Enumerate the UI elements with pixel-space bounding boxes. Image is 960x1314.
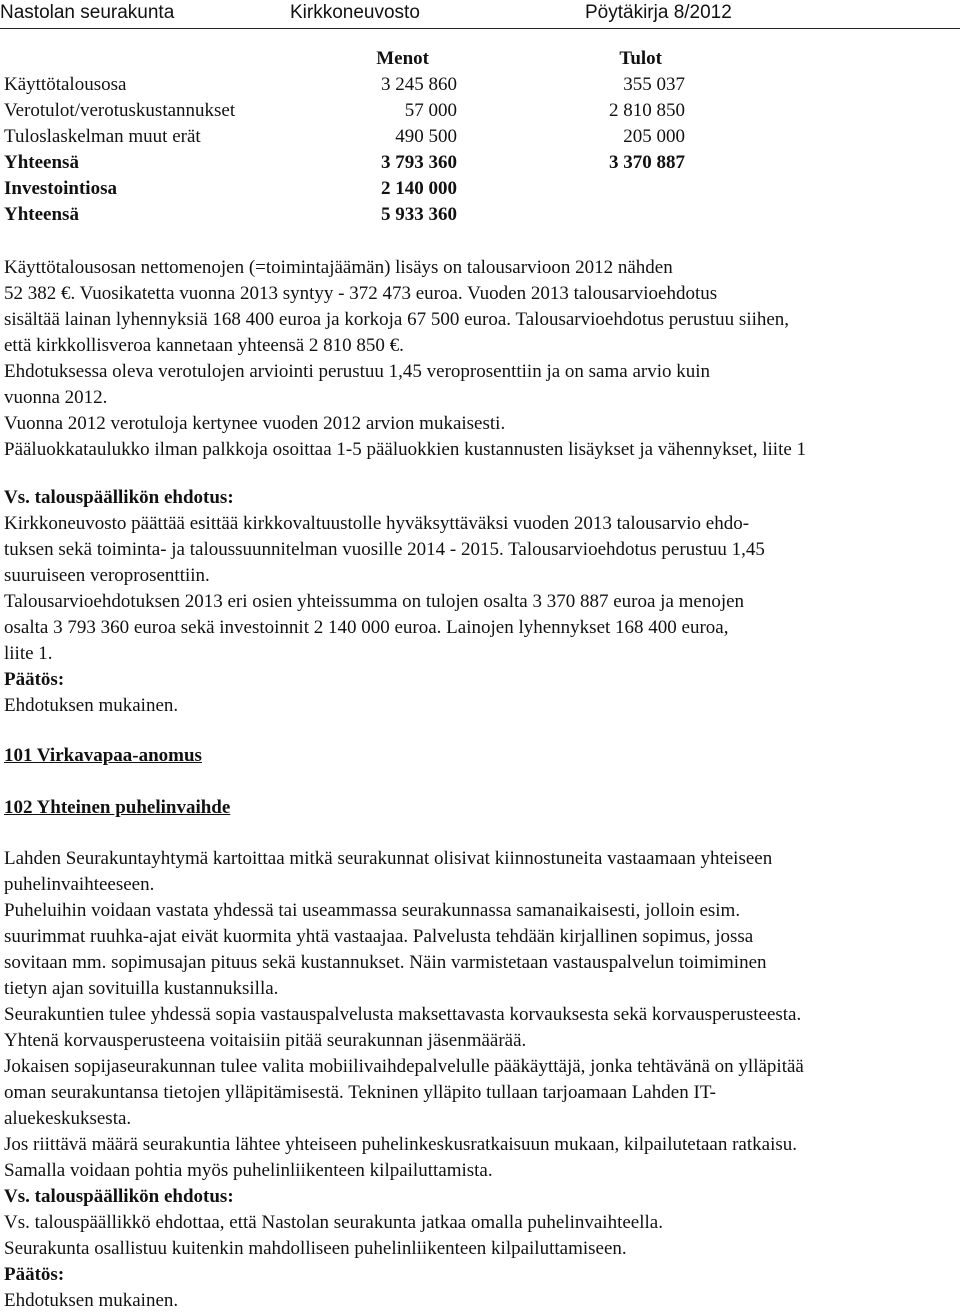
- text-line: Pääluokkataulukko ilman palkkoja osoittaa 1-5 pääluokkien kustannusten lisäykset ja vähennykset, liite 1: [4, 439, 807, 460]
- table-row-grand-total: [0, 204, 960, 230]
- header-organization: Nastolan seurakunta: [0, 2, 175, 23]
- text-line: että kirkkollisveroa kannetaan yhteensä 2 810 850 €.: [4, 335, 404, 356]
- column-header-menot: Menot: [376, 48, 429, 69]
- proposal-heading: Vs. talouspäällikön ehdotus:: [4, 1186, 234, 1207]
- text-line: Kirkkoneuvosto päättää esittää kirkkovaltuustolle hyväksyttäväksi vuoden 2013 talousarvio ehdo-: [4, 513, 750, 534]
- row-label: Investointiosa: [4, 178, 117, 199]
- text-line: Seurakuntien tulee yhdessä sopia vastauspalvelusta maksettavasta korvauksesta sekä korvausperusteesta.: [4, 1004, 802, 1025]
- text-line: Yhtenä korvausperusteena voitaisiin pitää seurakunnan jäsenmäärää.: [4, 1030, 527, 1051]
- table-row-investment: [0, 178, 960, 204]
- text-line: tietyn ajan sovituilla kustannuksilla.: [4, 978, 279, 999]
- text-line: Seurakunta osallistuu kuitenkin mahdolliseen puhelinliikenteen kilpailuttamiseen.: [4, 1238, 627, 1259]
- budget-explanation: [4, 255, 954, 463]
- row-menot: 5 933 360: [381, 204, 457, 225]
- row-menot: 3 245 860: [381, 74, 457, 95]
- proposal-section-1: [4, 485, 954, 719]
- text-line: Samalla voidaan pohtia myös puhelinliikenteen kilpailuttamista.: [4, 1160, 493, 1181]
- text-line: Käyttötalousosan nettomenojen (=toimintajäämän) lisäys on talousarvioon 2012 nähden: [4, 257, 673, 278]
- text-line: Vs. talouspäällikkö ehdottaa, että Nastolan seurakunta jatkaa omalla puhelinvaihteella.: [4, 1212, 663, 1233]
- row-label: Käyttötalousosa: [4, 74, 127, 95]
- decision-text: Ehdotuksen mukainen.: [4, 695, 179, 716]
- header-minutes-number: Pöytäkirja 8/2012: [585, 2, 732, 23]
- text-line: oman seurakuntansa tietojen ylläpitämisestä. Tekninen ylläpito tullaan tarjoamaan Lahden IT-: [4, 1082, 717, 1103]
- decision-heading: Päätös:: [4, 669, 65, 690]
- text-line: Lahden Seurakuntayhtymä kartoittaa mitkä seurakunnat olisivat kiinnostuneita vastaamaan yhteiseen: [4, 848, 773, 869]
- column-header-tulot: Tulot: [619, 48, 662, 69]
- row-label: Yhteensä: [4, 152, 79, 173]
- table-row: [0, 100, 960, 126]
- row-tulot: 3 370 887: [609, 152, 685, 173]
- text-line: suurimmat ruuhka-ajat eivät kuormita yhtä vastaajaa. Palvelusta tehdään kirjallinen sopimus, jossa: [4, 926, 754, 947]
- row-menot: 490 500: [395, 126, 457, 147]
- proposal-heading: Vs. talouspäällikön ehdotus:: [4, 487, 234, 508]
- text-line: Ehdotuksessa oleva verotulojen arviointi perustuu 1,45 veroprosenttiin ja on sama arvio kuin: [4, 361, 711, 382]
- table-header-row: [0, 48, 960, 74]
- section-heading-102: 102 Yhteinen puhelinvaihde: [4, 797, 231, 818]
- row-tulot: 2 810 850: [609, 100, 685, 121]
- table-row-total: [0, 152, 960, 178]
- section-heading-101: 101 Virkavapaa-anomus: [4, 745, 202, 766]
- text-line: Jos riittävä määrä seurakuntia lähtee yhteiseen puhelinkeskusratkaisuun mukaan, kilpailutetaan ratkaisu.: [4, 1134, 797, 1155]
- table-row: [0, 126, 960, 152]
- text-line: sovitaan mm. sopimusajan pituus sekä kustannukset. Näin varmistetaan vastauspalvelun toimiminen: [4, 952, 767, 973]
- row-label: Verotulot/verotuskustannukset: [4, 100, 236, 121]
- row-menot: 57 000: [404, 100, 457, 121]
- section-102: [4, 795, 954, 821]
- row-tulot: 355 037: [623, 74, 685, 95]
- text-line: Vuonna 2012 verotuloja kertynee vuoden 2012 arvion mukaisesti.: [4, 413, 506, 434]
- text-line: aluekeskuksesta.: [4, 1108, 132, 1129]
- text-line: liite 1.: [4, 643, 53, 664]
- text-line: Jokaisen sopijaseurakunnan tulee valita mobiilivaihdepalvelulle pääkäyttäjä, jonka tehtävänä on ylläpitää: [4, 1056, 804, 1077]
- header-body: Kirkkoneuvosto: [290, 2, 420, 23]
- row-menot: 3 793 360: [381, 152, 457, 173]
- section-101: [4, 743, 954, 769]
- table-row: [0, 74, 960, 100]
- text-line: 52 382 €. Vuosikatetta vuonna 2013 syntyy - 372 473 euroa. Vuoden 2013 talousarvioehdotus: [4, 283, 718, 304]
- text-line: puhelinvaihteeseen.: [4, 874, 155, 895]
- page-header: [0, 0, 960, 28]
- row-label: Tuloslaskelman muut erät: [4, 126, 201, 147]
- row-tulot: 205 000: [623, 126, 685, 147]
- decision-text: Ehdotuksen mukainen.: [4, 1290, 179, 1311]
- text-line: sisältää lainan lyhennyksiä 168 400 euroa ja korkoja 67 500 euroa. Talousarvioehdotus perustuu siihen,: [4, 309, 790, 330]
- text-line: Talousarvioehdotuksen 2013 eri osien yhteissumma on tulojen osalta 3 370 887 euroa ja menojen: [4, 591, 745, 612]
- text-line: suuruiseen veroprosenttiin.: [4, 565, 210, 586]
- text-line: tuksen sekä toiminta- ja taloussuunnitelman vuosille 2014 - 2015. Talousarvioehdotus perustuu 1,45: [4, 539, 765, 560]
- text-line: Puheluihin voidaan vastata yhdessä tai useammassa seurakunnassa samanaikaisesti, jolloin esim.: [4, 900, 741, 921]
- text-line: vuonna 2012.: [4, 387, 108, 408]
- text-line: osalta 3 793 360 euroa sekä investoinnit 2 140 000 euroa. Lainojen lyhennykset 168 400 euroa,: [4, 617, 729, 638]
- header-divider: [0, 28, 960, 29]
- row-menot: 2 140 000: [381, 178, 457, 199]
- decision-heading: Päätös:: [4, 1264, 65, 1285]
- row-label: Yhteensä: [4, 204, 79, 225]
- section-102-body: [4, 846, 954, 1314]
